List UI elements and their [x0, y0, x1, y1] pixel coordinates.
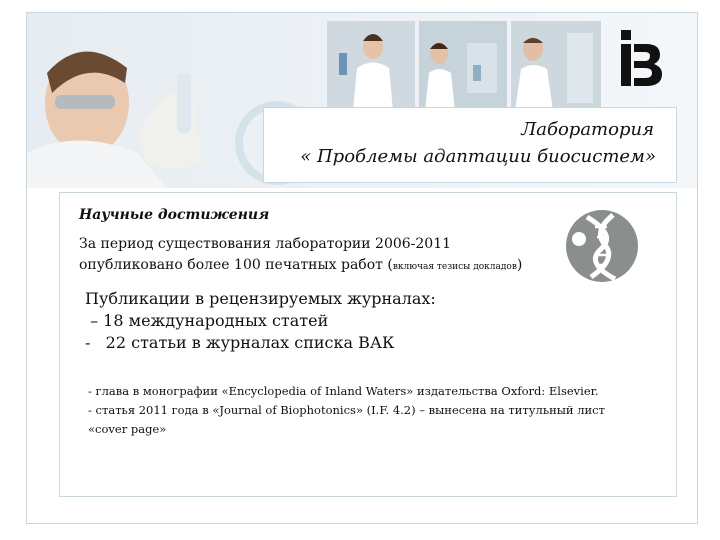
intro-line-2-main: опубликовано более 100 печатных работ (: [79, 257, 393, 273]
dna-helix-icon: [565, 209, 639, 287]
title-box: [263, 107, 677, 183]
institute-logo-icon: [612, 28, 666, 94]
intro-text: [79, 234, 549, 278]
title-line-2: « Проблемы адаптации биосистем»: [300, 146, 656, 167]
publications-item-vak: - 22 статьи в журналах списка ВАК: [85, 333, 395, 352]
publications-item-international: – 18 международных статей: [85, 311, 329, 330]
note-line-2: - статья 2011 года в «Journal of Biophotonics» (I.F. 4.2) – вынесена на титульный лист: [88, 403, 605, 417]
notes-block: [88, 382, 658, 439]
intro-line-1: За период существования лаборатории 2006-2011: [79, 236, 452, 252]
note-line-1: - глава в монографии «Encyclopedia of Inland Waters» издательства Oxford: Elsevier.: [88, 384, 599, 398]
publications-heading: Публикации в рецензируемых журналах:: [85, 289, 436, 308]
intro-line-2-small: включая тезисы докладов: [392, 262, 517, 272]
intro-line-2: [79, 255, 549, 278]
title-line-1: Лаборатория: [521, 119, 654, 140]
note-line-3: «cover page»: [88, 422, 167, 436]
section-title: Научные достижения: [79, 207, 270, 223]
intro-line-2-end: ): [516, 257, 523, 273]
publications-block: [85, 288, 555, 354]
